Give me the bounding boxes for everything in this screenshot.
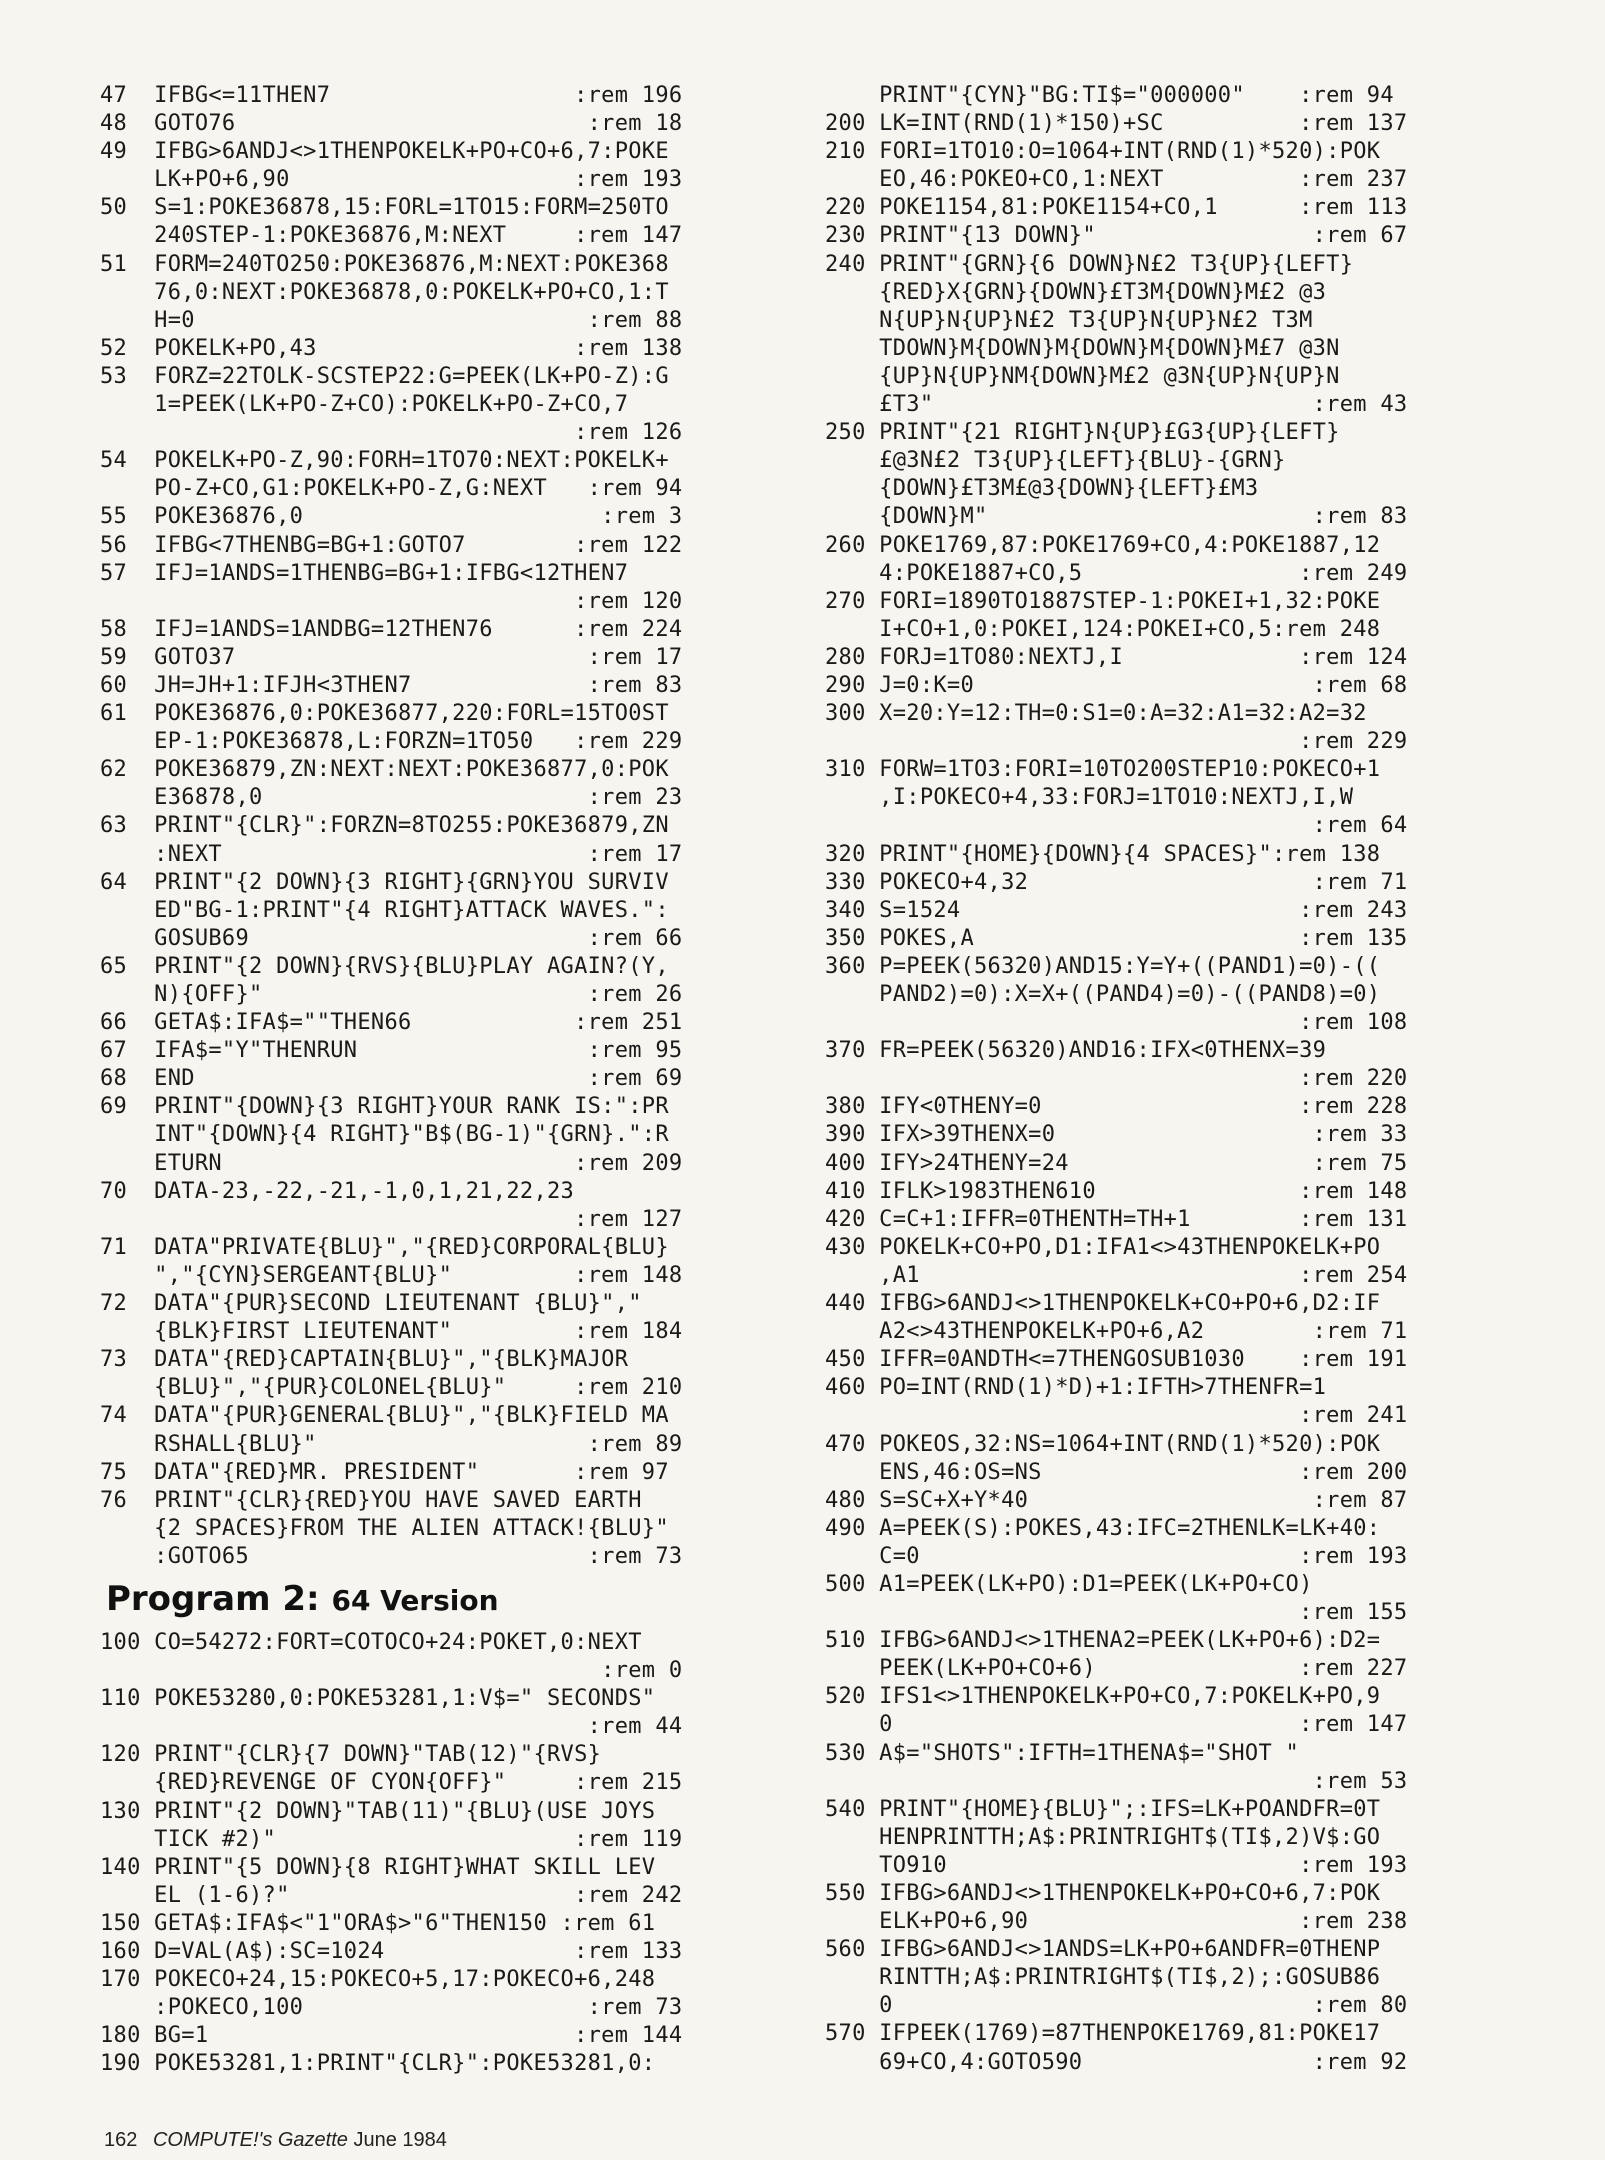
code-line: 71 DATA"PRIVATE{BLU}","{RED}CORPORAL{BLU} [100,1234,669,1260]
code-line: :rem 155 [825,1600,1408,1626]
right-column [825,82,1515,2077]
code-line: 490 A=PEEK(S):POKES,43:IFC=2THENLK=LK+40: [825,1515,1381,1541]
code-line: LK+PO+6,90 :rem 193 [100,167,683,193]
code-line: RINTTH;A$:PRINTRIGHT$(TI$,2);:GOSUB86 [825,1965,1381,1991]
code-line: 57 IFJ=1ANDS=1THENBG=BG+1:IFBG<12THEN7 [100,560,629,586]
code-line: EL (1-6)?" :rem 242 [100,1882,683,1908]
code-line: PRINT"{CYN}"BG:TI$="000000" :rem 94 [825,83,1394,108]
code-line: N){OFF}" :rem 26 [100,982,683,1007]
code-line: :rem 64 [825,813,1408,839]
program-heading-title: Program 2: [106,1578,320,1619]
code-line: 54 POKELK+PO-Z,90:FORH=1TO70:NEXT:POKELK+ [100,448,669,474]
code-line: 130 PRINT"{2 DOWN}"TAB(11)"{BLU}(USE JOYS [100,1798,656,1824]
code-line: C=0 :rem 193 [825,1543,1408,1569]
code-line: 0 :rem 147 [825,1712,1408,1738]
code-line: 160 D=VAL(A$):SC=1024 :rem 133 [100,1939,683,1964]
code-line: I+CO+1,0:POKEI,124:POKEI+CO,5:rem 248 [825,616,1381,642]
code-line: {2 SPACES}FROM THE ALIEN ATTACK!{BLU}" [100,1515,669,1541]
code-line: 72 DATA"{PUR}SECOND LIEUTENANT {BLU}"," [100,1291,642,1317]
code-line: 170 POKECO+24,15:POKECO+5,17:POKECO+6,248 [100,1967,656,1993]
code-line: ELK+PO+6,90 :rem 238 [825,1909,1408,1935]
code-line: 420 C=C+1:IFFR=0THENTH=TH+1 :rem 131 [825,1206,1408,1232]
code-line: ","{CYN}SERGEANT{BLU}" :rem 148 [100,1262,683,1288]
code-line: :rem 126 [100,420,683,446]
code-line: RSHALL{BLU}" :rem 89 [100,1431,683,1457]
code-line: ED"BG-1:PRINT"{4 RIGHT}ATTACK WAVES.": [100,897,669,923]
code-line: 550 IFBG>6ANDJ<>1THENPOKELK+PO+CO+6,7:POK [825,1881,1381,1906]
code-line: 67 IFA$="Y"THENRUN :rem 95 [100,1038,683,1064]
code-line: HENPRINTTH;A$:PRINTRIGHT$(TI$,2)V$:GO [825,1824,1381,1850]
code-line: {RED}REVENGE OF CYON{OFF}" :rem 215 [100,1770,683,1796]
code-line: 400 IFY>24THENY=24 :rem 75 [825,1150,1408,1176]
code-line: 360 P=PEEK(56320)AND15:Y=Y+((PAND1)=0)-(( [825,953,1381,979]
code-line: 260 POKE1769,87:POKE1769+CO,4:POKE1887,12 [825,532,1381,558]
code-line: 530 A$="SHOTS":IFTH=1THENA$="SHOT " [825,1740,1300,1766]
code-line: :rem 53 [825,1768,1408,1794]
issue-date: June 1984 [353,2129,447,2151]
program-heading-subtitle: 64 Version [331,1583,499,1617]
code-line: 51 FORM=240TO250:POKE36876,M:NEXT:POKE368 [100,251,669,277]
code-line: 75 DATA"{RED}MR. PRESIDENT" :rem 97 [100,1459,669,1485]
code-line: 270 FORI=1890TO1887STEP-1:POKEI+1,32:POKE [825,588,1381,614]
code-line: 280 FORJ=1TO80:NEXTJ,I :rem 124 [825,644,1408,670]
code-line: {DOWN}M" :rem 83 [825,504,1408,530]
code-line: 58 IFJ=1ANDS=1ANDBG=12THEN76 :rem 224 [100,616,683,642]
code-line: 69 PRINT"{DOWN}{3 RIGHT}YOUR RANK IS:":PR [100,1094,669,1120]
code-line: 49 IFBG>6ANDJ<>1THENPOKELK+PO+CO+6,7:POKE [100,139,669,165]
program-2-heading [106,1573,800,1625]
code-line: ,A1 :rem 254 [825,1262,1408,1288]
code-line: 70 DATA-23,-22,-21,-1,0,1,21,22,23 [100,1178,575,1204]
code-line: PO-Z+CO,G1:POKELK+PO-Z,G:NEXT :rem 94 [100,476,683,502]
code-line: 62 POKE36879,ZN:NEXT:NEXT:POKE36877,0:POK [100,757,669,783]
code-line: 110 POKE53280,0:POKE53281,1:V$=" SECONDS" [100,1686,656,1712]
code-line: :rem 108 [825,1010,1408,1036]
code-line: 470 POKEOS,32:NS=1064+INT(RND(1)*520):POK [825,1431,1381,1457]
program-2-listing-continued [825,82,1515,2077]
code-line: {DOWN}£T3M£@3{DOWN}{LEFT}£M3 [825,476,1259,502]
code-line: {BLU}","{PUR}COLONEL{BLU}" :rem 210 [100,1375,683,1401]
code-line: ETURN :rem 209 [100,1150,683,1176]
code-line: 450 IFFR=0ANDTH<=7THENGOSUB1030 :rem 191 [825,1347,1408,1373]
code-line: {RED}X{GRN}{DOWN}£T3M{DOWN}M£2 @3 [825,279,1327,305]
code-line: 390 IFX>39THENX=0 :rem 33 [825,1122,1408,1148]
code-line: E36878,0 :rem 23 [100,785,683,811]
code-line: 76 PRINT"{CLR}{RED}YOU HAVE SAVED EARTH [100,1487,642,1513]
code-line: 200 LK=INT(RND(1)*150)+SC :rem 137 [825,111,1408,137]
code-line: 69+CO,4:GOTO590 :rem 92 [825,2049,1408,2075]
code-line: :rem 220 [825,1066,1408,1092]
code-line: {BLK}FIRST LIEUTENANT" :rem 184 [100,1319,683,1345]
code-line: 180 BG=1 :rem 144 [100,2023,683,2049]
code-line: £@3N£2 T3{UP}{LEFT}{BLU}-{GRN} [825,448,1286,474]
code-line: 220 POKE1154,81:POKE1154+CO,1 :rem 113 [825,195,1408,221]
code-line: 0 :rem 80 [825,1993,1408,2019]
code-line: 68 END :rem 69 [100,1066,683,1092]
code-line: 500 A1=PEEK(LK+PO):D1=PEEK(LK+PO+CO) [825,1571,1313,1597]
code-line: 140 PRINT"{5 DOWN}{8 RIGHT}WHAT SKILL LEV [100,1854,656,1880]
code-line: 190 POKE53281,1:PRINT"{CLR}":POKE53281,0: [100,2051,656,2077]
code-line: 76,0:NEXT:POKE36878,0:POKELK+PO+CO,1:T [100,279,669,305]
code-line: 56 IFBG<7THENBG=BG+1:GOTO7 :rem 122 [100,532,683,558]
code-line: :rem 44 [100,1714,683,1740]
code-line: 250 PRINT"{21 RIGHT}N{UP}£G3{UP}{LEFT} [825,420,1340,446]
code-line: 340 S=1524 :rem 243 [825,897,1408,923]
code-line: 63 PRINT"{CLR}":FORZN=8TO255:POKE36879,ZN [100,813,669,839]
code-line: 120 PRINT"{CLR}{7 DOWN}"TAB(12)"{RVS} [100,1742,602,1768]
code-line: 290 J=0:K=0 :rem 68 [825,672,1408,698]
code-line: 1=PEEK(LK+PO-Z+CO):POKELK+PO-Z+CO,7 [100,392,629,418]
code-line: 510 IFBG>6ANDJ<>1THENA2=PEEK(LK+PO+6):D2= [825,1628,1381,1654]
code-line: 50 S=1:POKE36878,15:FORL=1TO15:FORM=250TO [100,195,669,221]
code-line: 73 DATA"{RED}CAPTAIN{BLU}","{BLK}MAJOR [100,1347,629,1373]
code-line: £T3" :rem 43 [825,392,1408,418]
code-line: 440 IFBG>6ANDJ<>1THENPOKELK+CO+PO+6,D2:IF [825,1291,1381,1317]
code-line: INT"{DOWN}{4 RIGHT}"B$(BG-1)"{GRN}.":R [100,1122,669,1148]
code-line: {UP}N{UP}NM{DOWN}M£2 @3N{UP}N{UP}N [825,363,1340,389]
code-line: 48 GOTO76 :rem 18 [100,111,683,137]
code-line: 74 DATA"{PUR}GENERAL{BLU}","{BLK}FIELD MA [100,1403,669,1429]
code-line: 460 PO=INT(RND(1)*D)+1:IFTH>7THENFR=1 [825,1375,1327,1401]
code-line: :rem 120 [100,588,683,614]
code-line: PEEK(LK+PO+CO+6) :rem 227 [825,1656,1408,1682]
code-line: :NEXT :rem 17 [100,841,683,867]
code-line: TO910 :rem 193 [825,1852,1408,1878]
code-line: 480 S=SC+X+Y*40 :rem 87 [825,1487,1408,1513]
code-line: H=0 :rem 88 [100,307,683,333]
code-line: 150 GETA$:IFA$<"1"ORA$>"6"THEN150 :rem 61 [100,1910,656,1936]
code-line: ,I:POKECO+4,33:FORJ=1TO10:NEXTJ,I,W [825,785,1354,811]
code-line: 410 IFLK>1983THEN610 :rem 148 [825,1178,1408,1204]
code-line: 520 IFS1<>1THENPOKELK+PO+CO,7:POKELK+PO,9 [825,1684,1381,1710]
code-line: 47 IFBG<=11THEN7 :rem 196 [100,83,683,108]
code-line: :rem 229 [825,729,1408,755]
code-line: 310 FORW=1TO3:FORI=10TO200STEP10:POKECO+1 [825,757,1381,783]
magazine-title: COMPUTE!'s Gazette [152,2129,348,2151]
code-line: :GOTO65 :rem 73 [100,1543,683,1569]
code-line: :POKECO,100 :rem 73 [100,1995,683,2021]
code-line: 65 PRINT"{2 DOWN}{RVS}{BLU}PLAY AGAIN?(Y, [100,953,669,979]
code-line: 53 FORZ=22TOLK-SCSTEP22:G=PEEK(LK+PO-Z):G [100,363,669,389]
code-line: A2<>43THENPOKELK+PO+6,A2 :rem 71 [825,1319,1408,1345]
code-line: 210 FORI=1TO10:O=1064+INT(RND(1)*520):POK [825,139,1381,165]
code-line: 59 GOTO37 :rem 17 [100,644,683,670]
code-line: 66 GETA$:IFA$=""THEN66 :rem 251 [100,1010,683,1036]
code-line: 430 POKELK+CO+PO,D1:IFA1<>43THENPOKELK+PO [825,1234,1381,1260]
code-line: 64 PRINT"{2 DOWN}{3 RIGHT}{GRN}YOU SURVIV [100,869,669,895]
code-line: 230 PRINT"{13 DOWN}" :rem 67 [825,223,1408,249]
program-1-listing-continued [100,82,800,1571]
code-line: 380 IFY<0THENY=0 :rem 228 [825,1094,1408,1120]
code-line: EP-1:POKE36878,L:FORZN=1TO50 :rem 229 [100,729,683,755]
code-line: ENS,46:OS=NS :rem 200 [825,1459,1408,1485]
code-line: EO,46:POKEO+CO,1:NEXT :rem 237 [825,167,1408,193]
code-line: 370 FR=PEEK(56320)AND16:IFX<0THENX=39 [825,1038,1327,1064]
code-line: :rem 241 [825,1403,1408,1429]
code-line: 560 IFBG>6ANDJ<>1ANDS=LK+PO+6ANDFR=0THENP [825,1937,1381,1963]
code-line: PAND2)=0):X=X+((PAND4)=0)-((PAND8)=0) [825,982,1381,1007]
code-line: 540 PRINT"{HOME}{BLU}";:IFS=LK+POANDFR=0T [825,1796,1381,1822]
code-line: 300 X=20:Y=12:TH=0:S1=0:A=32:A1=32:A2=32 [825,701,1367,727]
program-2-listing-start [100,1629,800,2079]
code-line: 240 PRINT"{GRN}{6 DOWN}N£2 T3{UP}{LEFT} [825,251,1354,277]
code-line: 55 POKE36876,0 :rem 3 [100,504,683,530]
code-line: N{UP}N{UP}N£2 T3{UP}N{UP}N£2 T3M [825,307,1313,333]
code-line: 52 POKELK+PO,43 :rem 138 [100,335,683,361]
code-line: 61 POKE36876,0:POKE36877,220:FORL=15TO0ST [100,701,669,727]
code-line: 320 PRINT"{HOME}{DOWN}{4 SPACES}":rem 138 [825,841,1381,867]
page-number: 162 [104,2129,138,2151]
page-footer [104,2129,447,2152]
code-line: GOSUB69 :rem 66 [100,925,683,951]
left-column [100,82,800,2078]
code-line: 570 IFPEEK(1769)=87THENPOKE1769,81:POKE17 [825,2021,1381,2047]
code-line: 330 POKECO+4,32 :rem 71 [825,869,1408,895]
code-line: :rem 0 [100,1658,683,1684]
code-line: :rem 127 [100,1206,683,1232]
code-line: TDOWN}M{DOWN}M{DOWN}M{DOWN}M£7 @3N [825,335,1340,361]
code-line: 350 POKES,A :rem 135 [825,925,1408,951]
code-line: 4:POKE1887+CO,5 :rem 249 [825,560,1408,586]
code-line: TICK #2)" :rem 119 [100,1826,683,1852]
code-line: 60 JH=JH+1:IFJH<3THEN7 :rem 83 [100,672,683,698]
code-line: 240STEP-1:POKE36876,M:NEXT :rem 147 [100,223,683,249]
code-line: 100 CO=54272:FORT=COTOCO+24:POKET,0:NEXT [100,1629,642,1655]
